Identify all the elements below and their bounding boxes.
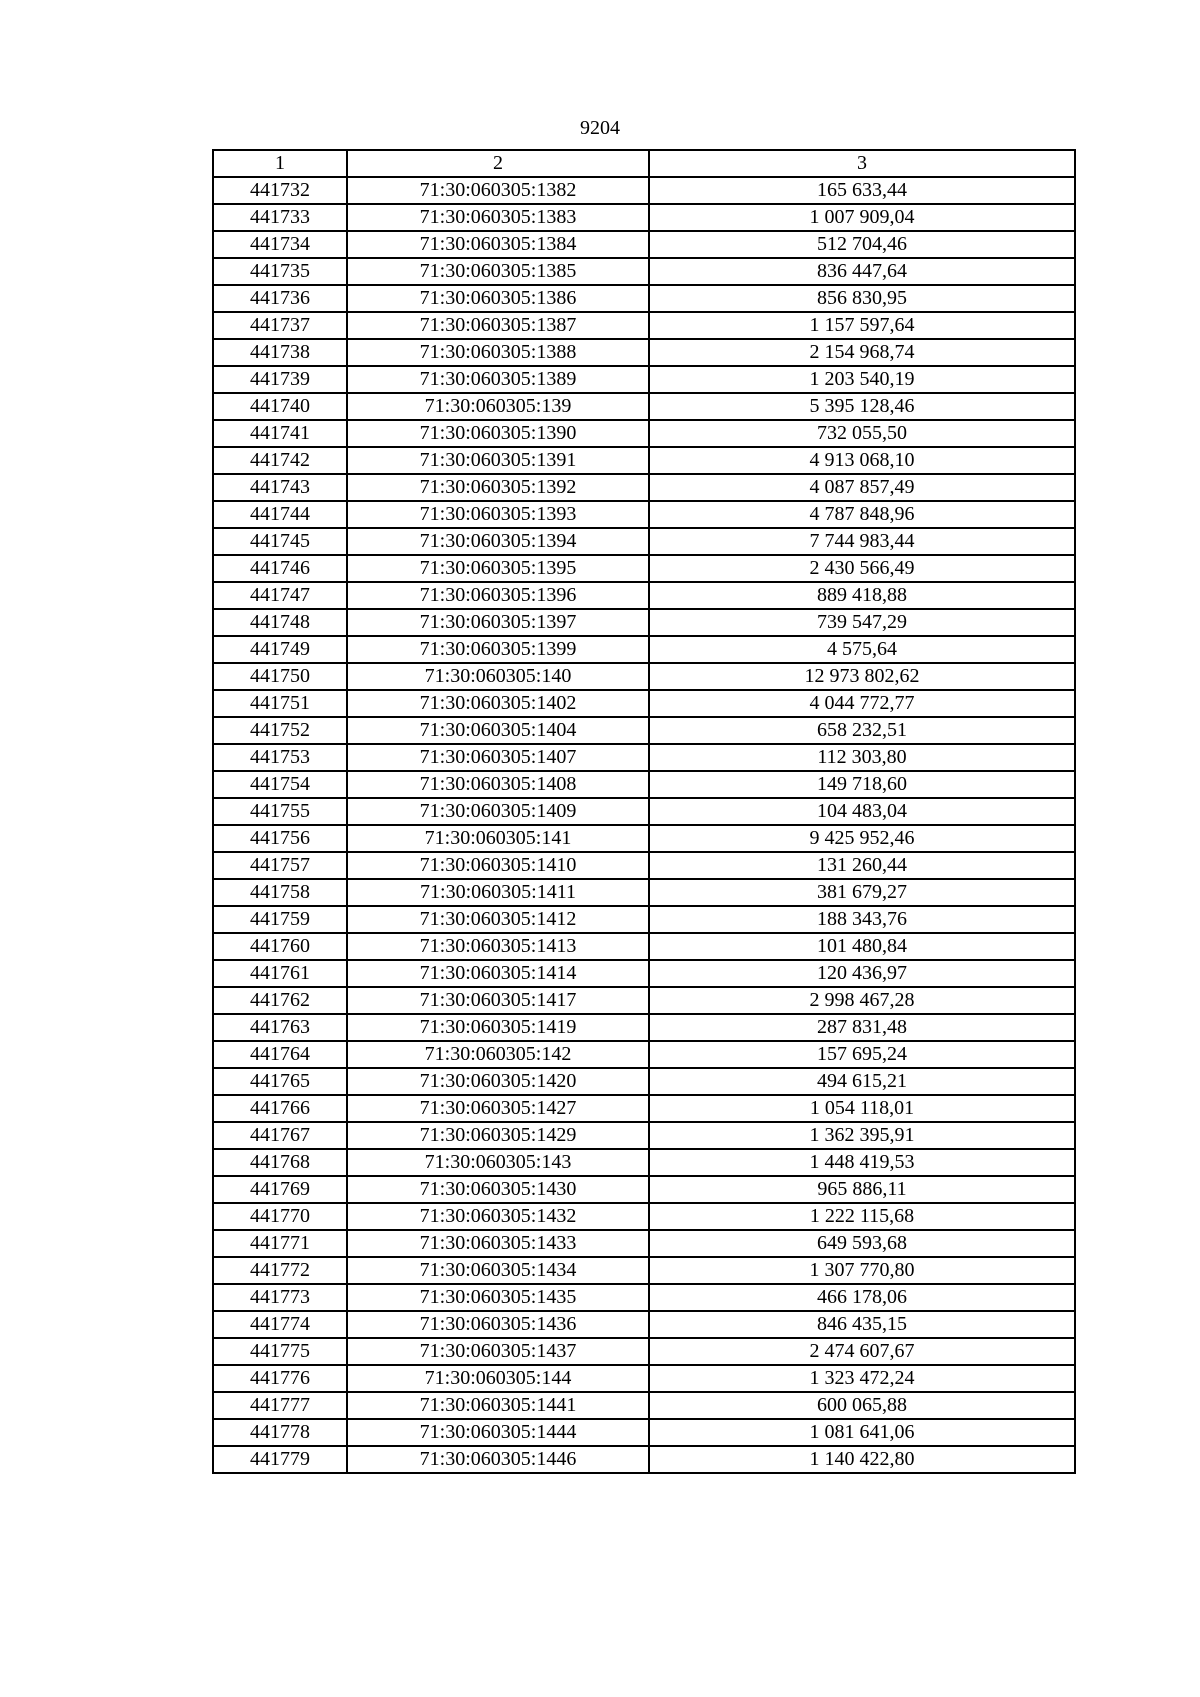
row-number-cell: 441779: [213, 1446, 347, 1473]
value-cell: 112 303,80: [649, 744, 1075, 771]
cadastral-number-cell: 71:30:060305:1396: [347, 582, 649, 609]
cadastral-number-cell: 71:30:060305:1427: [347, 1095, 649, 1122]
value-cell: 120 436,97: [649, 960, 1075, 987]
cadastral-number-cell: 71:30:060305:1387: [347, 312, 649, 339]
row-number-cell: 441773: [213, 1284, 347, 1311]
row-number-cell: 441733: [213, 204, 347, 231]
cadastral-number-cell: 71:30:060305:1433: [347, 1230, 649, 1257]
cadastral-number-cell: 71:30:060305:144: [347, 1365, 649, 1392]
cadastral-number-cell: 71:30:060305:1386: [347, 285, 649, 312]
row-number-cell: 441754: [213, 771, 347, 798]
table-row: [213, 1041, 1075, 1068]
value-cell: 7 744 983,44: [649, 528, 1075, 555]
row-number-cell: 441735: [213, 258, 347, 285]
cadastral-number-cell: 71:30:060305:1435: [347, 1284, 649, 1311]
cadastral-number-cell: 71:30:060305:1385: [347, 258, 649, 285]
cadastral-number-cell: 71:30:060305:1430: [347, 1176, 649, 1203]
value-cell: 1 307 770,80: [649, 1257, 1075, 1284]
table-row: [213, 1149, 1075, 1176]
value-cell: 4 044 772,77: [649, 690, 1075, 717]
row-number-cell: 441766: [213, 1095, 347, 1122]
row-number-cell: 441747: [213, 582, 347, 609]
row-number-cell: 441761: [213, 960, 347, 987]
table-row: [213, 1176, 1075, 1203]
value-cell: 732 055,50: [649, 420, 1075, 447]
cadastral-number-cell: 71:30:060305:1409: [347, 798, 649, 825]
row-number-cell: 441764: [213, 1041, 347, 1068]
cadastral-number-cell: 71:30:060305:1394: [347, 528, 649, 555]
value-cell: 4 575,64: [649, 636, 1075, 663]
table-row: [213, 1446, 1075, 1473]
row-number-cell: 441736: [213, 285, 347, 312]
cadastral-number-cell: 71:30:060305:1383: [347, 204, 649, 231]
table-row: [213, 609, 1075, 636]
cadastral-number-cell: 71:30:060305:1446: [347, 1446, 649, 1473]
table-row: [213, 1311, 1075, 1338]
row-number-cell: 441734: [213, 231, 347, 258]
value-cell: 649 593,68: [649, 1230, 1075, 1257]
cadastral-number-cell: 71:30:060305:1393: [347, 501, 649, 528]
row-number-cell: 441759: [213, 906, 347, 933]
row-number-cell: 441767: [213, 1122, 347, 1149]
value-cell: 149 718,60: [649, 771, 1075, 798]
row-number-cell: 441741: [213, 420, 347, 447]
cadastral-number-cell: 71:30:060305:1429: [347, 1122, 649, 1149]
value-cell: 466 178,06: [649, 1284, 1075, 1311]
table-row: [213, 420, 1075, 447]
table-row: [213, 690, 1075, 717]
value-cell: 1 140 422,80: [649, 1446, 1075, 1473]
row-number-cell: 441760: [213, 933, 347, 960]
cadastral-number-cell: 71:30:060305:1389: [347, 366, 649, 393]
table-row: [213, 744, 1075, 771]
table-row: [213, 771, 1075, 798]
row-number-cell: 441765: [213, 1068, 347, 1095]
row-number-cell: 441753: [213, 744, 347, 771]
row-number-cell: 441738: [213, 339, 347, 366]
cadastral-number-cell: 71:30:060305:1436: [347, 1311, 649, 1338]
value-cell: 1 081 641,06: [649, 1419, 1075, 1446]
cadastral-number-cell: 71:30:060305:143: [347, 1149, 649, 1176]
table-row: [213, 933, 1075, 960]
row-number-cell: 441748: [213, 609, 347, 636]
row-number-cell: 441762: [213, 987, 347, 1014]
row-number-cell: 441745: [213, 528, 347, 555]
table-row: [213, 717, 1075, 744]
value-cell: 889 418,88: [649, 582, 1075, 609]
table-row: [213, 1203, 1075, 1230]
cadastral-number-cell: 71:30:060305:1382: [347, 177, 649, 204]
row-number-cell: 441739: [213, 366, 347, 393]
table-row: [213, 636, 1075, 663]
table-row: [213, 366, 1075, 393]
value-cell: 494 615,21: [649, 1068, 1075, 1095]
value-cell: 658 232,51: [649, 717, 1075, 744]
cadastral-number-cell: 71:30:060305:1397: [347, 609, 649, 636]
data-table: [212, 149, 1076, 1474]
table-row: [213, 258, 1075, 285]
cadastral-number-cell: 71:30:060305:1432: [347, 1203, 649, 1230]
row-number-cell: 441746: [213, 555, 347, 582]
table-row: [213, 1392, 1075, 1419]
column-header: 2: [347, 150, 649, 177]
row-number-cell: 441743: [213, 474, 347, 501]
value-cell: 739 547,29: [649, 609, 1075, 636]
value-cell: 600 065,88: [649, 1392, 1075, 1419]
value-cell: 836 447,64: [649, 258, 1075, 285]
row-number-cell: 441737: [213, 312, 347, 339]
cadastral-number-cell: 71:30:060305:1441: [347, 1392, 649, 1419]
value-cell: 5 395 128,46: [649, 393, 1075, 420]
row-number-cell: 441755: [213, 798, 347, 825]
cadastral-number-cell: 71:30:060305:1411: [347, 879, 649, 906]
row-number-cell: 441768: [213, 1149, 347, 1176]
value-cell: 965 886,11: [649, 1176, 1075, 1203]
value-cell: 2 430 566,49: [649, 555, 1075, 582]
cadastral-number-cell: 71:30:060305:1417: [347, 987, 649, 1014]
cadastral-number-cell: 71:30:060305:1413: [347, 933, 649, 960]
value-cell: 856 830,95: [649, 285, 1075, 312]
table-body: [213, 177, 1075, 1473]
table-row: [213, 582, 1075, 609]
table-row: [213, 528, 1075, 555]
table-row: [213, 1122, 1075, 1149]
cadastral-number-cell: 71:30:060305:1392: [347, 474, 649, 501]
row-number-cell: 441758: [213, 879, 347, 906]
value-cell: 1 362 395,91: [649, 1122, 1075, 1149]
table-row: [213, 879, 1075, 906]
row-number-cell: 441772: [213, 1257, 347, 1284]
cadastral-number-cell: 71:30:060305:1395: [347, 555, 649, 582]
row-number-cell: 441751: [213, 690, 347, 717]
value-cell: 2 154 968,74: [649, 339, 1075, 366]
row-number-cell: 441775: [213, 1338, 347, 1365]
value-cell: 846 435,15: [649, 1311, 1075, 1338]
row-number-cell: 441778: [213, 1419, 347, 1446]
cadastral-number-cell: 71:30:060305:1407: [347, 744, 649, 771]
table-row: [213, 1257, 1075, 1284]
row-number-cell: 441740: [213, 393, 347, 420]
row-number-cell: 441777: [213, 1392, 347, 1419]
table-row: [213, 960, 1075, 987]
cadastral-number-cell: 71:30:060305:1420: [347, 1068, 649, 1095]
cadastral-number-cell: 71:30:060305:1404: [347, 717, 649, 744]
value-cell: 1 222 115,68: [649, 1203, 1075, 1230]
row-number-cell: 441770: [213, 1203, 347, 1230]
row-number-cell: 441742: [213, 447, 347, 474]
cadastral-number-cell: 71:30:060305:139: [347, 393, 649, 420]
row-number-cell: 441769: [213, 1176, 347, 1203]
column-header: 1: [213, 150, 347, 177]
table-row: [213, 1095, 1075, 1122]
row-number-cell: 441749: [213, 636, 347, 663]
row-number-cell: 441776: [213, 1365, 347, 1392]
table-row: [213, 1365, 1075, 1392]
table-row: [213, 285, 1075, 312]
cadastral-number-cell: 71:30:060305:1388: [347, 339, 649, 366]
value-cell: 188 343,76: [649, 906, 1075, 933]
cadastral-number-cell: 71:30:060305:1390: [347, 420, 649, 447]
table-header-row: [213, 150, 1075, 177]
column-header: 3: [649, 150, 1075, 177]
value-cell: 1 054 118,01: [649, 1095, 1075, 1122]
cadastral-number-cell: 71:30:060305:1434: [347, 1257, 649, 1284]
value-cell: 104 483,04: [649, 798, 1075, 825]
row-number-cell: 441771: [213, 1230, 347, 1257]
cadastral-number-cell: 71:30:060305:1419: [347, 1014, 649, 1041]
value-cell: 12 973 802,62: [649, 663, 1075, 690]
table-row: [213, 852, 1075, 879]
value-cell: 2 998 467,28: [649, 987, 1075, 1014]
table-row: [213, 177, 1075, 204]
value-cell: 381 679,27: [649, 879, 1075, 906]
row-number-cell: 441744: [213, 501, 347, 528]
value-cell: 157 695,24: [649, 1041, 1075, 1068]
row-number-cell: 441752: [213, 717, 347, 744]
row-number-cell: 441732: [213, 177, 347, 204]
cadastral-number-cell: 71:30:060305:1444: [347, 1419, 649, 1446]
value-cell: 1 157 597,64: [649, 312, 1075, 339]
row-number-cell: 441757: [213, 852, 347, 879]
table-row: [213, 1230, 1075, 1257]
table-row: [213, 474, 1075, 501]
cadastral-number-cell: 71:30:060305:1412: [347, 906, 649, 933]
table-row: [213, 393, 1075, 420]
table-row: [213, 1419, 1075, 1446]
table-row: [213, 447, 1075, 474]
table-row: [213, 231, 1075, 258]
table-row: [213, 339, 1075, 366]
table-row: [213, 1014, 1075, 1041]
table-row: [213, 1284, 1075, 1311]
value-cell: 287 831,48: [649, 1014, 1075, 1041]
value-cell: 101 480,84: [649, 933, 1075, 960]
table-row: [213, 987, 1075, 1014]
value-cell: 1 007 909,04: [649, 204, 1075, 231]
table-row: [213, 663, 1075, 690]
value-cell: 9 425 952,46: [649, 825, 1075, 852]
row-number-cell: 441750: [213, 663, 347, 690]
cadastral-number-cell: 71:30:060305:1408: [347, 771, 649, 798]
row-number-cell: 441774: [213, 1311, 347, 1338]
row-number-cell: 441763: [213, 1014, 347, 1041]
table-row: [213, 312, 1075, 339]
cadastral-number-cell: 71:30:060305:141: [347, 825, 649, 852]
table-row: [213, 825, 1075, 852]
cadastral-number-cell: 71:30:060305:1399: [347, 636, 649, 663]
cadastral-number-cell: 71:30:060305:1410: [347, 852, 649, 879]
table-row: [213, 555, 1075, 582]
table-row: [213, 906, 1075, 933]
table-row: [213, 204, 1075, 231]
cadastral-number-cell: 71:30:060305:1384: [347, 231, 649, 258]
value-cell: 165 633,44: [649, 177, 1075, 204]
value-cell: 4 913 068,10: [649, 447, 1075, 474]
table-row: [213, 501, 1075, 528]
cadastral-number-cell: 71:30:060305:1391: [347, 447, 649, 474]
table-row: [213, 1338, 1075, 1365]
value-cell: 2 474 607,67: [649, 1338, 1075, 1365]
value-cell: 4 087 857,49: [649, 474, 1075, 501]
cadastral-number-cell: 71:30:060305:140: [347, 663, 649, 690]
value-cell: 512 704,46: [649, 231, 1075, 258]
row-number-cell: 441756: [213, 825, 347, 852]
value-cell: 4 787 848,96: [649, 501, 1075, 528]
page-number: 9204: [580, 117, 620, 139]
table-row: [213, 798, 1075, 825]
cadastral-number-cell: 71:30:060305:1437: [347, 1338, 649, 1365]
value-cell: 1 323 472,24: [649, 1365, 1075, 1392]
cadastral-number-cell: 71:30:060305:142: [347, 1041, 649, 1068]
value-cell: 131 260,44: [649, 852, 1075, 879]
value-cell: 1 203 540,19: [649, 366, 1075, 393]
cadastral-number-cell: 71:30:060305:1402: [347, 690, 649, 717]
value-cell: 1 448 419,53: [649, 1149, 1075, 1176]
table-row: [213, 1068, 1075, 1095]
cadastral-number-cell: 71:30:060305:1414: [347, 960, 649, 987]
